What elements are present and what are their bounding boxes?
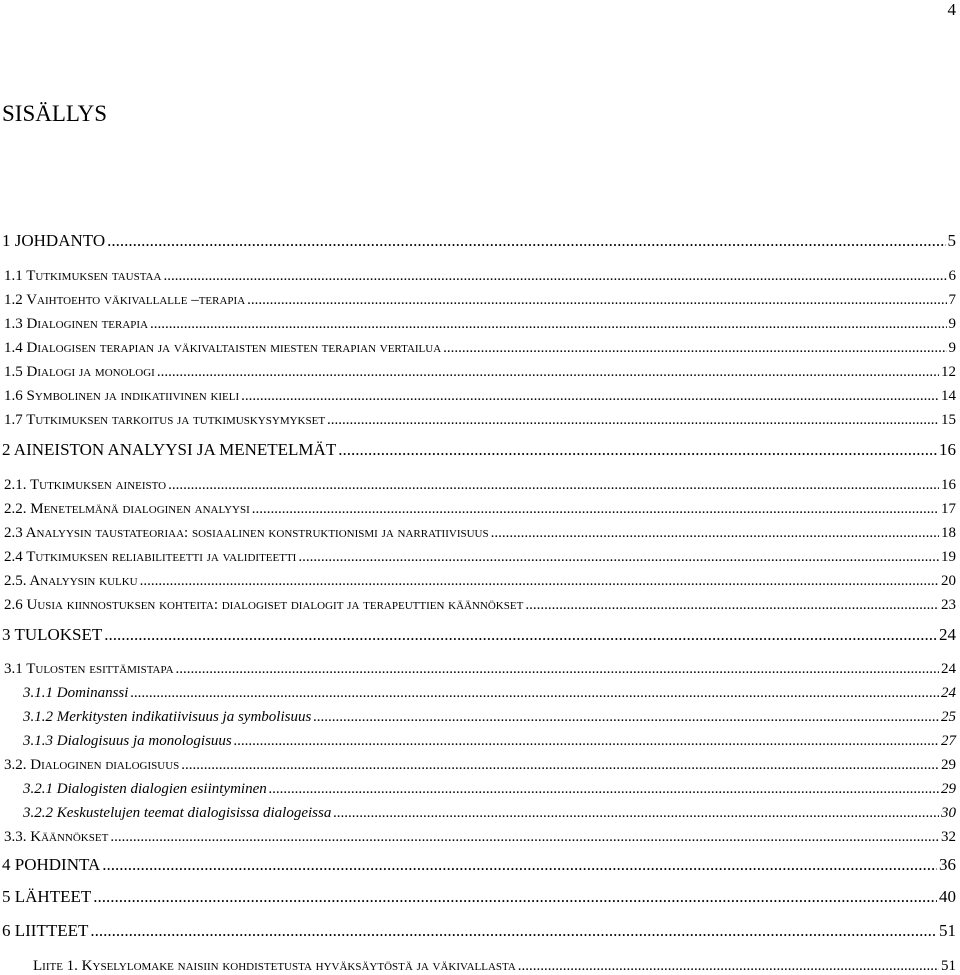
toc-entry[interactable] xyxy=(23,685,956,702)
toc-entry-page: 29 xyxy=(941,781,956,797)
toc-entry-page: 51 xyxy=(939,921,956,940)
toc-entry-label: 3.2. Dialoginen dialogisuus xyxy=(4,757,180,773)
toc-entry-label: 3.1.1 Dominanssi xyxy=(23,685,129,701)
toc-entry[interactable] xyxy=(4,757,956,774)
toc-leader-dots xyxy=(163,268,946,285)
toc-entry-page: 6 xyxy=(948,268,956,284)
toc-leader-dots xyxy=(140,573,939,590)
toc-entry[interactable] xyxy=(4,573,956,590)
toc-entry[interactable] xyxy=(23,781,956,798)
toc-entry-label: 1.2 Vaihtoehto väkivallalle –terapia xyxy=(4,292,246,308)
toc-entry[interactable] xyxy=(4,388,956,405)
toc-entry-label: 2.6 Uusia kiinnostuksen kohteita: dialogiset dialogit ja terapeuttien käännökset xyxy=(4,597,524,613)
toc-entry[interactable] xyxy=(4,477,956,494)
toc-leader-dots xyxy=(176,661,939,678)
toc-entry-label: 2.2. Menetelmänä dialoginen analyysi xyxy=(4,501,250,517)
toc-leader-dots xyxy=(247,292,946,309)
toc-entry-page: 20 xyxy=(941,573,956,589)
toc-entry-label: 3.3. Käännökset xyxy=(4,829,109,845)
toc-entry-page: 36 xyxy=(939,855,956,874)
toc-leader-dots xyxy=(150,316,946,333)
toc-entry[interactable] xyxy=(2,887,956,907)
toc-entry-label: 2 AINEISTON ANALYYSI JA MENETELMÄT xyxy=(2,440,337,459)
toc-leader-dots xyxy=(168,477,939,494)
toc-leader-dots xyxy=(443,340,946,357)
toc-entry[interactable] xyxy=(4,340,956,357)
toc-leader-dots xyxy=(107,231,945,251)
toc-entry-page: 5 xyxy=(947,231,956,250)
toc-entry-page: 7 xyxy=(948,292,956,308)
toc-entry-label: 5 LÄHTEET xyxy=(2,887,92,906)
toc-entry[interactable] xyxy=(4,268,956,285)
toc-entry[interactable] xyxy=(4,829,956,846)
toc-entry-label: 3.1.2 Merkitysten indikatiivisuus ja symbolisuus xyxy=(23,709,312,725)
toc-entry-label: 1.5 Dialogi ja monologi xyxy=(4,364,155,380)
toc-entry-page: 14 xyxy=(941,388,956,404)
toc-entry-label: 1 JOHDANTO xyxy=(2,231,106,250)
toc-entry-page: 18 xyxy=(941,525,956,541)
toc-entry-label: 1.1 Tutkimuksen taustaa xyxy=(4,268,162,284)
toc-entry-page: 24 xyxy=(941,661,956,677)
toc-entry-page: 40 xyxy=(939,887,956,906)
toc-entry[interactable] xyxy=(4,549,956,566)
toc-entry-page: 32 xyxy=(941,829,956,845)
toc-leader-dots xyxy=(102,855,937,875)
toc-entry[interactable] xyxy=(4,525,956,542)
toc-leader-dots xyxy=(157,364,939,381)
toc-entry[interactable] xyxy=(4,501,956,518)
toc-entry-label: 1.6 Symbolinen ja indikatiivinen kieli xyxy=(4,388,240,404)
toc-entry[interactable] xyxy=(33,958,956,975)
toc-leader-dots xyxy=(110,829,939,846)
toc-entry[interactable] xyxy=(2,921,956,941)
toc-entry-page: 23 xyxy=(941,597,956,613)
toc-entry[interactable] xyxy=(4,316,956,333)
toc-entry-label: 2.5. Analyysin kulku xyxy=(4,573,138,589)
toc-entry-label: 3.2.1 Dialogisten dialogien esiintyminen xyxy=(23,781,267,797)
toc-leader-dots xyxy=(298,549,939,566)
toc-entry-page: 30 xyxy=(941,805,956,821)
toc-leader-dots xyxy=(333,805,939,822)
toc-leader-dots xyxy=(491,525,939,542)
toc-leader-dots xyxy=(269,781,939,798)
toc-entry-page: 16 xyxy=(939,440,956,459)
toc-entry-label: 3 TULOKSET xyxy=(2,625,103,644)
toc-entry-page: 25 xyxy=(941,709,956,725)
toc-entry[interactable] xyxy=(4,364,956,381)
toc-entry-page: 19 xyxy=(941,549,956,565)
toc-entry-label: Liite 1. Kyselylomake naisiin kohdistetusta hyväksäytöstä ja väkivallasta xyxy=(33,958,516,974)
toc-leader-dots xyxy=(327,412,939,429)
toc-entry-label: 3.1 Tulosten esittämistapa xyxy=(4,661,174,677)
toc-leader-dots xyxy=(130,685,939,702)
toc-entry-label: 3.1.3 Dialogisuus ja monologisuus xyxy=(23,733,232,749)
toc-leader-dots xyxy=(313,709,939,726)
toc-entry[interactable] xyxy=(2,231,956,251)
toc-entry[interactable] xyxy=(2,440,956,460)
toc-entry-label: 2.4 Tutkimuksen reliabiliteetti ja validiteetti xyxy=(4,549,297,565)
page-number: 4 xyxy=(947,0,956,19)
toc-entry[interactable] xyxy=(23,805,956,822)
toc-entry-page: 24 xyxy=(941,685,956,701)
toc-leader-dots xyxy=(90,921,937,941)
toc-entry-page: 16 xyxy=(941,477,956,493)
toc-entry-page: 17 xyxy=(941,501,956,517)
toc-entry-page: 9 xyxy=(948,316,956,332)
toc-entry-page: 27 xyxy=(941,733,956,749)
toc-entry-label: 2.3 Analyysin taustateoriaa: sosiaalinen konstruktionismi ja narratiivisuus xyxy=(4,525,489,541)
toc-entry[interactable] xyxy=(4,597,956,614)
toc-entry[interactable] xyxy=(4,412,956,429)
toc-entry[interactable] xyxy=(23,733,956,750)
toc-leader-dots xyxy=(234,733,939,750)
toc-entry-label: 6 LIITTEET xyxy=(2,921,89,940)
toc-leader-dots xyxy=(518,958,939,975)
toc-entry[interactable] xyxy=(2,625,956,645)
toc-entry[interactable] xyxy=(2,855,956,875)
toc-entry-label: 2.1. Tutkimuksen aineisto xyxy=(4,477,167,493)
toc-entry-page: 24 xyxy=(939,625,956,644)
toc-entry-label: 1.3 Dialoginen terapia xyxy=(4,316,149,332)
toc-entry[interactable] xyxy=(23,709,956,726)
toc-entry-page: 9 xyxy=(948,340,956,356)
toc-leader-dots xyxy=(241,388,939,405)
toc-entry-page: 51 xyxy=(941,958,956,974)
toc-entry-label: 4 POHDINTA xyxy=(2,855,101,874)
toc-entry-label: 1.4 Dialogisen terapian ja väkivaltaisten miesten terapian vertailua xyxy=(4,340,442,356)
toc-entry[interactable] xyxy=(4,661,956,678)
toc-entry-page: 29 xyxy=(941,757,956,773)
page-title: SISÄLLYS xyxy=(2,101,108,126)
toc-entry-label: 3.2.2 Keskustelujen teemat dialogisissa dialogeissa xyxy=(23,805,332,821)
toc-entry-page: 15 xyxy=(941,412,956,428)
toc-leader-dots xyxy=(252,501,939,518)
toc-leader-dots xyxy=(338,440,937,460)
toc-leader-dots xyxy=(104,625,937,645)
toc-leader-dots xyxy=(93,887,937,907)
toc-entry-label: 1.7 Tutkimuksen tarkoitus ja tutkimuskysymykset xyxy=(4,412,326,428)
toc-entry-page: 12 xyxy=(941,364,956,380)
toc-entry[interactable] xyxy=(4,292,956,309)
toc-leader-dots xyxy=(181,757,939,774)
toc-leader-dots xyxy=(525,597,939,614)
